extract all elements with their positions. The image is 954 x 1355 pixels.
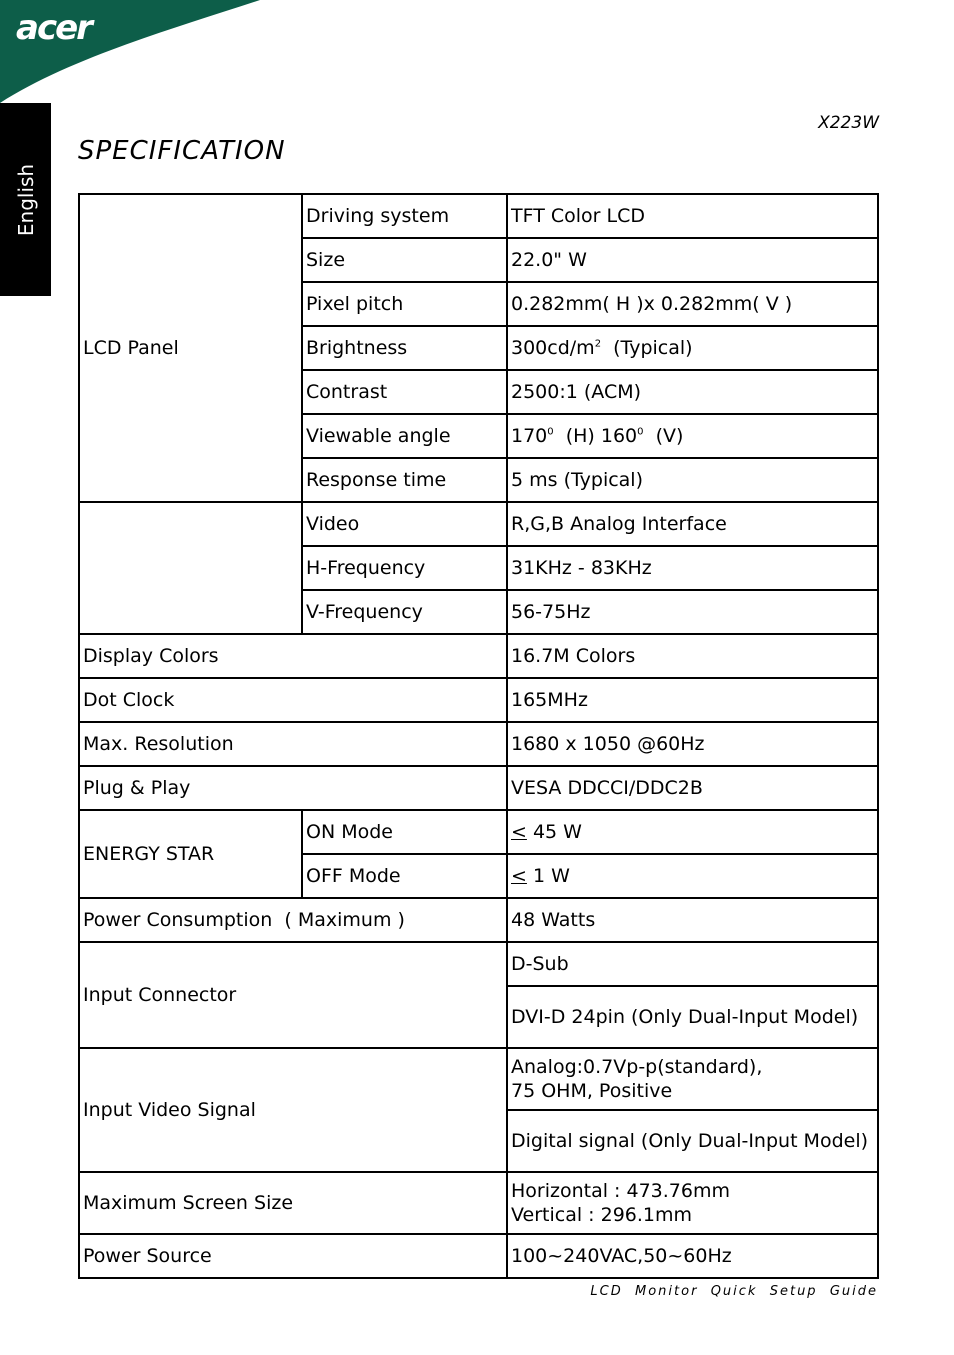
spec-label: Plug & Play: [79, 766, 507, 810]
page-title: SPECIFICATION: [78, 136, 286, 166]
table-row: [79, 502, 878, 546]
spec-value: TFT Color LCD: [507, 194, 878, 238]
table-row: [79, 634, 878, 678]
spec-value: 48 Watts: [507, 898, 878, 942]
spec-label: Input Connector: [79, 942, 507, 1048]
table-row: [79, 942, 878, 986]
spec-label: Power Source: [79, 1234, 507, 1278]
spec-value: $300cd/m^2$ (Typical): [507, 326, 878, 370]
spec-table: [78, 193, 879, 1279]
spec-value: 165MHz: [507, 678, 878, 722]
spec-label: Viewable angle: [302, 414, 507, 458]
spec-label: V-Frequency: [302, 590, 507, 634]
spec-value: 56-75Hz: [507, 590, 878, 634]
acer-logo: acer: [16, 8, 91, 48]
spec-value: 2500:1 (ACM): [507, 370, 878, 414]
spec-label: Maximum Screen Size: [79, 1172, 507, 1234]
spec-value: < 1 W: [507, 854, 878, 898]
language-label: English: [13, 163, 38, 236]
spec-label: Video: [302, 502, 507, 546]
spec-value: 16.7M Colors: [507, 634, 878, 678]
table-row: [79, 1172, 878, 1234]
spec-label: OFF Mode: [302, 854, 507, 898]
spec-value: R,G,B Analog Interface: [507, 502, 878, 546]
spec-value: 5 ms (Typical): [507, 458, 878, 502]
group-label: LCD Panel: [79, 194, 302, 502]
table-row: [79, 766, 878, 810]
group-label: ENERGY STAR: [79, 810, 302, 898]
spec-value: 100~240VAC,50~60Hz: [507, 1234, 878, 1278]
spec-value: DVI-D 24pin (Only Dual-Input Model): [507, 986, 878, 1048]
spec-label: Max. Resolution: [79, 722, 507, 766]
table-row: [79, 678, 878, 722]
table-row: [79, 194, 878, 238]
spec-value: Digital signal (Only Dual-Input Model): [507, 1110, 878, 1172]
spec-value: Analog:0.7Vp-p(standard), 75 OHM, Positive: [507, 1048, 878, 1110]
spec-label: Brightness: [302, 326, 507, 370]
spec-value: $170^0$ (H) $160^0$ (V): [507, 414, 878, 458]
spec-label: Size: [302, 238, 507, 282]
spec-value: Horizontal : 473.76mm Vertical : 296.1mm: [507, 1172, 878, 1234]
spec-value: 0.282mm( H )x 0.282mm( V ): [507, 282, 878, 326]
table-row: [79, 898, 878, 942]
group-label: [79, 502, 302, 634]
spec-value: 1680 x 1050 @60Hz: [507, 722, 878, 766]
spec-value: < 45 W: [507, 810, 878, 854]
spec-label: Power Consumption ( Maximum ): [79, 898, 507, 942]
model-number: X223W: [818, 113, 879, 133]
spec-label: H-Frequency: [302, 546, 507, 590]
spec-label: Driving system: [302, 194, 507, 238]
table-row: [79, 1048, 878, 1110]
spec-value: D-Sub: [507, 942, 878, 986]
table-row: [79, 810, 878, 854]
spec-value: 22.0" W: [507, 238, 878, 282]
spec-value: VESA DDCCI/DDC2B: [507, 766, 878, 810]
spec-label: Response time: [302, 458, 507, 502]
spec-label: Input Video Signal: [79, 1048, 507, 1172]
spec-label: Contrast: [302, 370, 507, 414]
spec-label: Dot Clock: [79, 678, 507, 722]
table-row: [79, 1234, 878, 1278]
language-tab: [0, 103, 51, 296]
spec-label: Pixel pitch: [302, 282, 507, 326]
spec-value: 31KHz - 83KHz: [507, 546, 878, 590]
spec-label: Display Colors: [79, 634, 507, 678]
footer-guide-title: LCD Monitor Quick Setup Guide: [590, 1284, 878, 1299]
table-row: [79, 722, 878, 766]
spec-label: ON Mode: [302, 810, 507, 854]
